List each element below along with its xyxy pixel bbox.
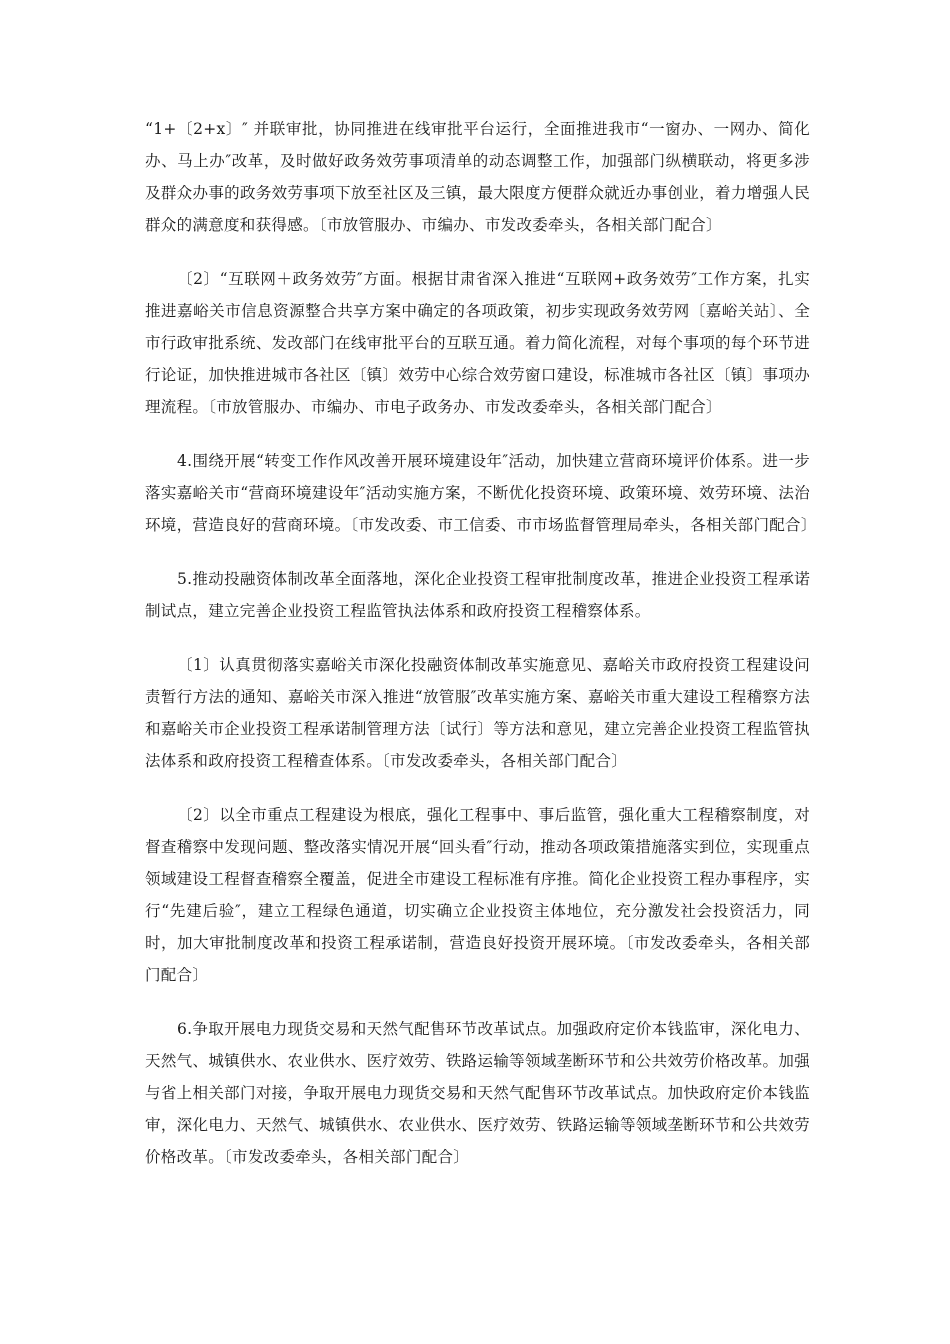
- paragraph-item-4-business-environment: 4.围绕开展“转变工作作风改善开展环境建设年″活动，加快建立营商环境评价体系。进一步落实嘉峪关市“营商环境建设年″活动实施方案，不断优化投资环境、政策环境、效劳环境、法治环境，营造良好的营商环境。〔市发改委、市工信委、市市场监督管理局牵头，各相关部门配合〕: [145, 452, 817, 534]
- paragraph-item-5-sub-2: 〔2〕以全市重点工程建设为根底，强化工程事中、事后监管，强化重大工程稽察制度，对督查稽察中发现问题、整改落实情况开展“回头看″行动，推动各项政策措施落实到位，实现重点领域建设工程督查稽察全覆盖，促进全市建设工程标准有序推。简化企业投资工程办事程序，实行“先建后验″，建立工程绿色通道，切实确立企业投资主体地位，充分激发社会投资活力，同时，加大审批制度改革和投资工程承诺制，营造良好投资开展环境。〔市发改委牵头，各相关部门配合〕: [145, 806, 810, 984]
- paragraph-item-6-power-gas-reform: 6.争取开展电力现货交易和天然气配售环节改革试点。加强政府定价本钱监审，深化电力、天然气、城镇供水、农业供水、医疗效劳、铁路运输等领域垄断环节和公共效劳价格改革。加强与省上相关部门对接，争取开展电力现货交易和天然气配售环节改革试点。加快政府定价本钱监审，深化电力、天然气、城镇供水、农业供水、医疗效劳、铁路运输等领域垄断环节和公共效劳价格改革。〔市发改委牵头，各相关部门配合〕: [145, 1020, 810, 1166]
- paragraph-item-5-investment-reform: 5.推动投融资体制改革全面落地，深化企业投资工程审批制度改革，推进企业投资工程承诺制试点，建立完善企业投资工程监管执法体系和政府投资工程稽察体系。: [145, 570, 810, 620]
- paragraph-continuation-approval: “1+〔2+x〕″ 并联审批，协同推进在线审批平台运行，全面推进我市“一窗办、一网办、简化办、马上办″改革，及时做好政务效劳事项清单的动态调整工作，加强部门纵横联动，将更多涉及群众办事的政务效劳事项下放至社区及三镇，最大限度方便群众就近办事创业，着力增强人民群众的满意度和获得感。〔市放管服办、市编办、市发改委牵头，各相关部门配合〕: [145, 120, 810, 234]
- document-body: [145, 113, 817, 1195]
- paragraph-internet-gov-service: 〔2〕“互联网＋政务效劳″方面。根据甘肃省深入推进“互联网+政务效劳″工作方案，扎实推进嘉峪关市信息资源整合共享方案中确定的各项政策，初步实现政务效劳网〔嘉峪关站〕、全市行政审批系统、发改部门在线审批平台的互联互通。着力简化流程，对每个事项的每个环节进行论证，加快推进城市各社区〔镇〕效劳中心综合效劳窗口建设，标准城市各社区〔镇〕事项办理流程。〔市放管服办、市编办、市电子政务办、市发改委牵头，各相关部门配合〕: [145, 270, 810, 416]
- paragraph-item-5-sub-1: 〔1〕认真贯彻落实嘉峪关市深化投融资体制改革实施意见、嘉峪关市政府投资工程建设问责暂行方法的通知、嘉峪关市深入推进“放管服″改革实施方案、嘉峪关市重大建设工程稽察方法和嘉峪关市企业投资工程承诺制管理方法〔试行〕等方法和意见，建立完善企业投资工程监管执法体系和政府投资工程稽查体系。〔市发改委牵头，各相关部门配合〕: [145, 656, 810, 770]
